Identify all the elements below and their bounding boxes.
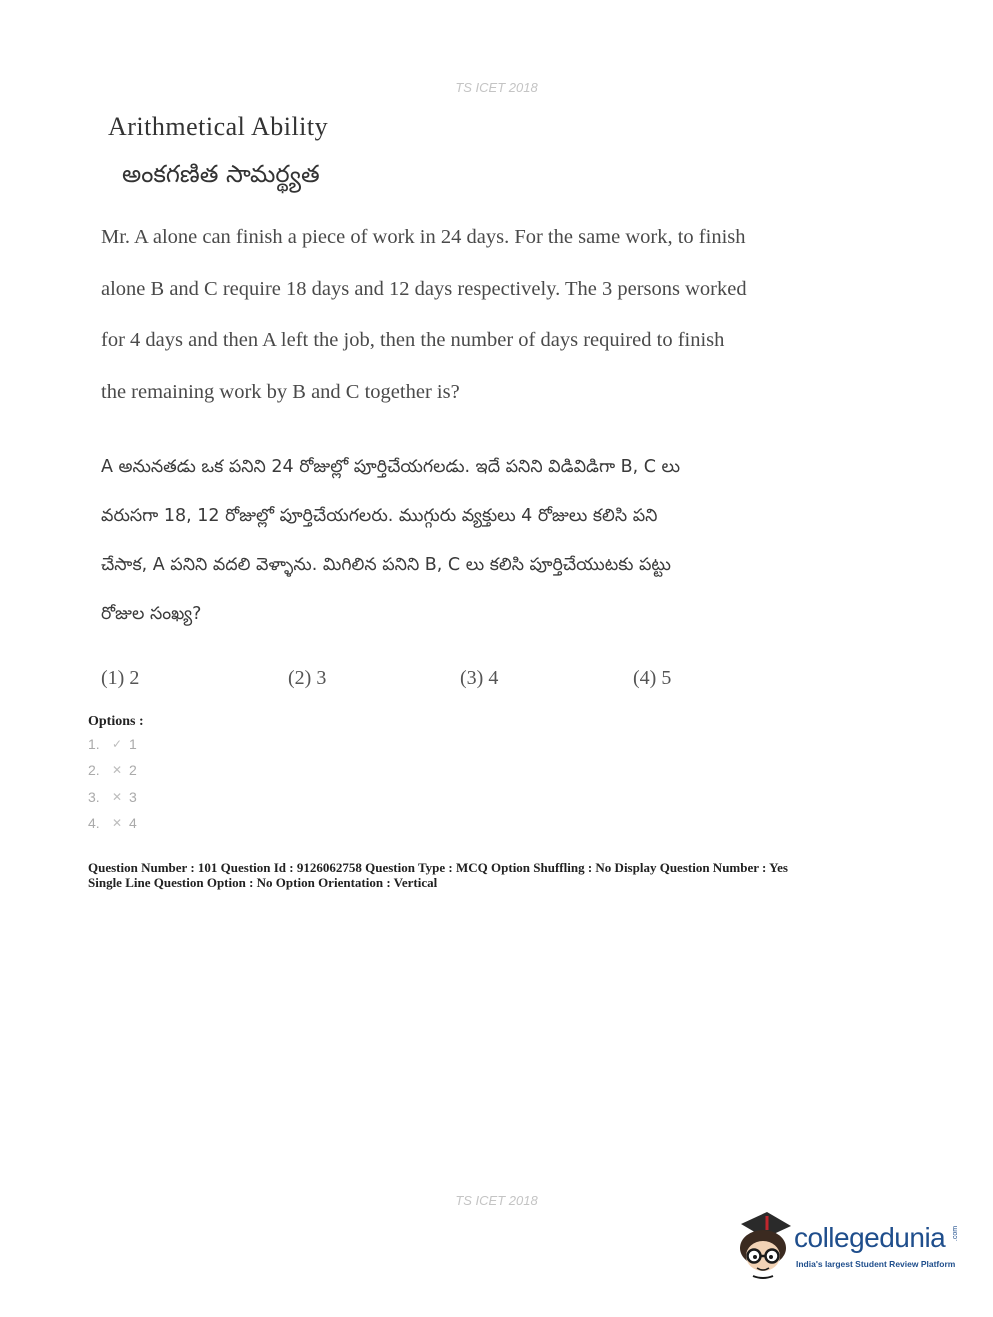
option-row [88, 786, 137, 812]
options-label: Options : [88, 714, 144, 729]
logo-suffix: .com [952, 1225, 960, 1242]
question-text-english [101, 212, 821, 418]
option-number: 1. [88, 736, 100, 752]
logo-tagline: India's largest Student Review Platform [796, 1259, 956, 1269]
metadata-line: Question Number : 101 Question Id : 9126062758 Question Type : MCQ Option Shuffling : No Display Question Number : Yes [88, 860, 788, 875]
question-line-telugu: చేసాక, A పనిని వదలి వెళ్ళాను. మిగిలిన పనిని B, C లు కలిసి పూర్తిచేయుటకు పట్టు [101, 555, 671, 575]
question-line: alone B and C require 18 days and 12 days respectively. The 3 persons worked [101, 277, 747, 300]
option-row [88, 812, 137, 838]
section-title: Arithmetical Ability [108, 112, 329, 141]
question-text-telugu [101, 443, 821, 639]
question-line-telugu: రోజుల సంఖ్య? [101, 604, 202, 624]
option-number: 3. [88, 788, 100, 805]
option-value: 3 [129, 788, 137, 805]
question-line: Mr. A alone can finish a piece of work in 24 days. For the same work, to finish [101, 226, 746, 248]
option-value: 4 [129, 814, 137, 831]
cross-icon: ✕ [111, 763, 123, 778]
logo-wordmark: collegedunia [794, 1222, 946, 1253]
option-number: 4. [88, 814, 100, 831]
option-value: 2 [129, 762, 137, 779]
option-number: 2. [88, 762, 100, 779]
option-value: 1 [129, 736, 137, 752]
choice-2: (2) 3 [288, 667, 327, 689]
options-list [88, 733, 137, 838]
footer-watermark: TS ICET 2018 [455, 1193, 538, 1208]
section-title-telugu: అంకగణిత సామర్థ్యత [122, 160, 320, 188]
answer-choices [0, 667, 993, 697]
question-line: for 4 days and then A left the job, then the number of days required to finish [101, 329, 725, 351]
header-watermark: TS ICET 2018 [455, 80, 538, 95]
question-line-telugu: వరుసగా 18, 12 రోజుల్లో పూర్తిచేయగలరు. ముగ్గురు వ్యక్తులు 4 రోజులు కలిసి పని [101, 506, 658, 526]
option-row [88, 733, 137, 759]
choice-4: (4) 5 [633, 667, 672, 689]
collegedunia-logo [733, 1210, 973, 1282]
check-icon: ✓ [111, 737, 123, 751]
cross-icon: ✕ [111, 789, 123, 804]
question-line: the remaining work by B and C together is? [101, 380, 460, 403]
question-metadata [88, 861, 788, 890]
option-row [88, 759, 137, 785]
metadata-line: Single Line Question Option : No Option Orientation : Vertical [88, 874, 438, 890]
cross-icon: ✕ [111, 815, 123, 830]
question-line-telugu: A అనునతడు ఒక పనిని 24 రోజుల్లో పూర్తిచేయగలడు. ఇదే పనిని విడివిడిగా B, C లు [101, 457, 681, 477]
choice-1: (1) 2 [101, 667, 140, 689]
mascot-icon [733, 1210, 795, 1282]
choice-3: (3) 4 [460, 667, 499, 689]
